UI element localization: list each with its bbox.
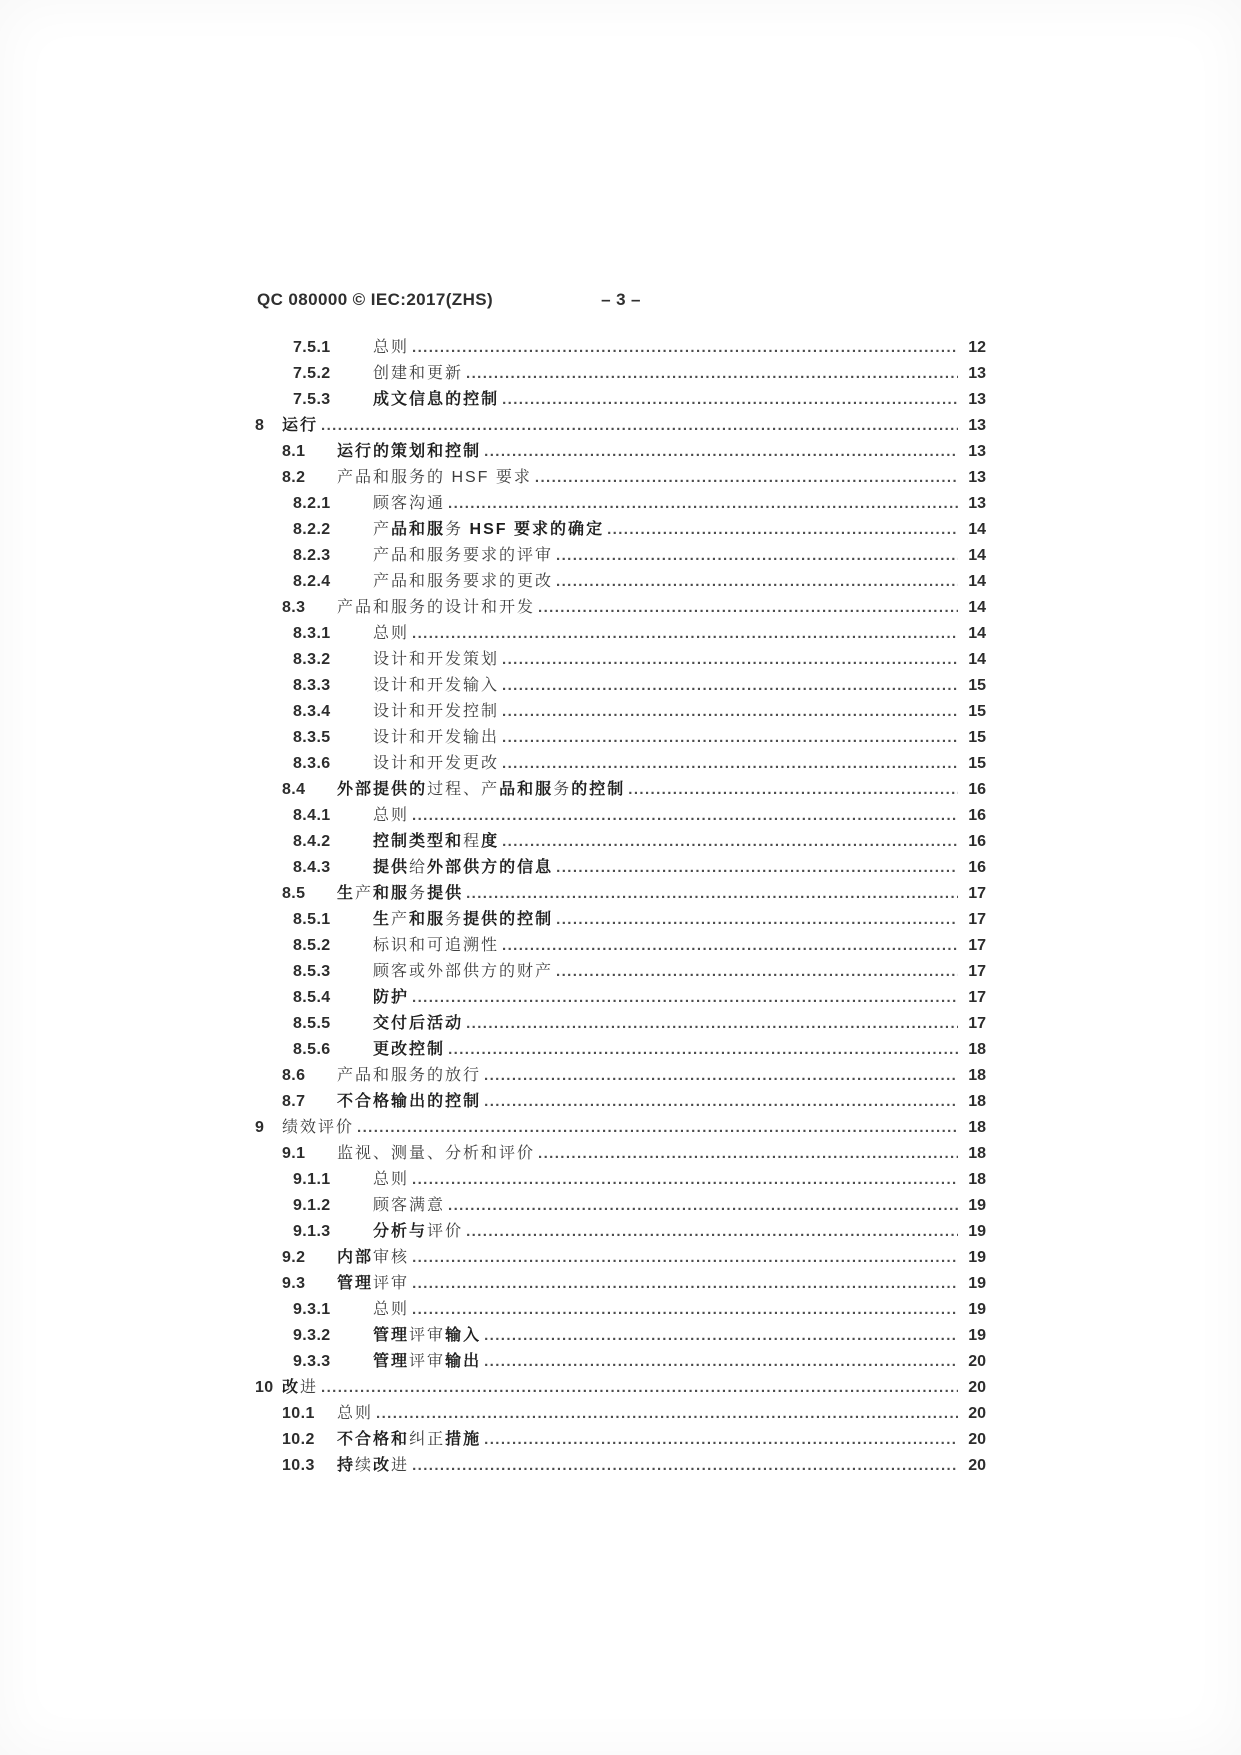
toc-entry-number: 8.3.6 <box>293 755 331 772</box>
toc-entry-page: 14 <box>968 599 986 616</box>
toc-entry-number: 9.3.2 <box>293 1327 331 1344</box>
toc-entry-number: 9.3 <box>282 1275 306 1292</box>
toc-entry <box>255 1063 986 1089</box>
toc-entry-page: 15 <box>968 755 986 772</box>
toc-entry-page: 20 <box>968 1405 986 1422</box>
toc-entry-number: 9.1 <box>282 1145 306 1162</box>
dot-leader <box>502 673 958 699</box>
toc-entry-title: 标识和可追溯性 <box>373 937 500 954</box>
dot-leader <box>412 621 958 647</box>
toc-entry-number: 8.4.1 <box>293 807 331 824</box>
dot-leader <box>357 1115 958 1141</box>
toc-entry-page: 13 <box>968 495 986 512</box>
toc-entry-page: 15 <box>968 703 986 720</box>
toc-entry-number: 8.5 <box>282 885 306 902</box>
toc-entry-number: 10 <box>255 1379 274 1396</box>
toc-entry-number: 8.3 <box>282 599 306 616</box>
dot-leader <box>502 647 958 673</box>
toc-entry-number: 8.5.5 <box>293 1015 331 1032</box>
toc-entry-title: 产品和服务的设计和开发 <box>337 599 536 616</box>
toc-entry-title: 设计和开发更改 <box>373 755 500 772</box>
toc-entry-page: 16 <box>968 859 986 876</box>
toc-entry-page: 19 <box>968 1197 986 1214</box>
toc-entry-page: 13 <box>968 391 986 408</box>
toc-entry-page: 14 <box>968 625 986 642</box>
toc-entry-number: 8.5.4 <box>293 989 331 1006</box>
toc-entry <box>255 1297 986 1323</box>
toc-entry-page: 18 <box>968 1067 986 1084</box>
toc-entry <box>255 569 986 595</box>
toc-entry-page: 20 <box>968 1457 986 1474</box>
dot-leader <box>484 1323 958 1349</box>
toc-entry <box>255 1401 986 1427</box>
toc-entry-number: 8.4.2 <box>293 833 331 850</box>
dot-leader <box>502 387 958 413</box>
toc-entry-number: 8.2 <box>282 469 306 486</box>
toc-entry-title: 顾客沟通 <box>373 495 446 512</box>
toc-entry-number: 7.5.2 <box>293 365 331 382</box>
toc-entry-title: 产品和服务 HSF 要求的确定 <box>373 521 605 538</box>
toc-entry <box>255 517 986 543</box>
dot-leader <box>484 1089 958 1115</box>
toc-entry-number: 7.5.1 <box>293 339 331 356</box>
toc-entry <box>255 855 986 881</box>
toc-entry-title: 更改控制 <box>373 1041 446 1058</box>
dot-leader <box>321 413 958 439</box>
toc-entry-title: 分析与评价 <box>373 1223 464 1240</box>
toc-entry-number: 8.6 <box>282 1067 306 1084</box>
toc-entry <box>255 725 986 751</box>
toc-entry-title: 总则 <box>373 625 410 642</box>
toc-entry-title: 交付后活动 <box>373 1015 464 1032</box>
toc-entry-title: 外部提供的过程、产品和服务的控制 <box>337 781 626 798</box>
dot-leader <box>448 1037 958 1063</box>
toc-entry-page: 14 <box>968 547 986 564</box>
toc-entry-page: 13 <box>968 417 986 434</box>
toc-entry-title: 总则 <box>373 807 410 824</box>
toc-entry-page: 19 <box>968 1275 986 1292</box>
toc-entry-title: 顾客满意 <box>373 1197 446 1214</box>
toc-entry-page: 13 <box>968 443 986 460</box>
dot-leader <box>556 569 958 595</box>
toc-entry-number: 9.2 <box>282 1249 306 1266</box>
dot-leader <box>466 881 958 907</box>
toc-entry-title: 持续改进 <box>337 1457 410 1474</box>
toc-entry <box>255 881 986 907</box>
toc-entry-page: 16 <box>968 781 986 798</box>
toc-entry-number: 8.2.1 <box>293 495 331 512</box>
toc-entry-title: 管理评审 <box>337 1275 410 1292</box>
toc-entry-number: 8.5.6 <box>293 1041 331 1058</box>
toc-entry-number: 8.1 <box>282 443 306 460</box>
toc-entry <box>255 1167 986 1193</box>
toc-entry-number: 8.2.3 <box>293 547 331 564</box>
toc-entry-title: 生产和服务提供的控制 <box>373 911 554 928</box>
toc-entry-page: 19 <box>968 1249 986 1266</box>
toc-entry-number: 9.1.3 <box>293 1223 331 1240</box>
toc-entry <box>255 1011 986 1037</box>
toc-entry-title: 监视、测量、分析和评价 <box>337 1145 536 1162</box>
toc-entry <box>255 413 986 439</box>
toc-entry-number: 8.4.3 <box>293 859 331 876</box>
toc-entry-page: 15 <box>968 729 986 746</box>
toc-entry <box>255 465 986 491</box>
toc-entry-number: 8.3.1 <box>293 625 331 642</box>
toc-entry <box>255 1323 986 1349</box>
toc-entry-title: 设计和开发输出 <box>373 729 500 746</box>
toc-entry <box>255 439 986 465</box>
toc-entry <box>255 959 986 985</box>
dot-leader <box>448 491 958 517</box>
toc-entry-number: 8.2.2 <box>293 521 331 538</box>
document-id: QC 080000 © IEC:2017(ZHS) <box>257 290 494 309</box>
toc-entry-number: 8.5.3 <box>293 963 331 980</box>
page-number-marker: – 3 – <box>601 290 641 309</box>
dot-leader <box>556 959 958 985</box>
dot-leader <box>628 777 958 803</box>
toc-entry <box>255 907 986 933</box>
toc-entry-page: 17 <box>968 1015 986 1032</box>
toc-entry-page: 16 <box>968 807 986 824</box>
toc-entry-number: 8.5.2 <box>293 937 331 954</box>
toc-entry <box>255 1375 986 1401</box>
toc-entry <box>255 1453 986 1479</box>
toc-entry-title: 顾客或外部供方的财产 <box>373 963 554 980</box>
toc-entry <box>255 621 986 647</box>
toc-entry-page: 15 <box>968 677 986 694</box>
toc-entry-number: 9.1.1 <box>293 1171 331 1188</box>
toc-entry-title: 总则 <box>337 1405 374 1422</box>
toc-entry-title: 绩效评价 <box>282 1119 355 1136</box>
toc-entry-number: 9.3.3 <box>293 1353 331 1370</box>
toc-entry-title: 产品和服务要求的更改 <box>373 573 554 590</box>
toc-entry-number: 8.7 <box>282 1093 306 1110</box>
toc-entry <box>255 933 986 959</box>
toc-entry-page: 12 <box>968 339 986 356</box>
dot-leader <box>466 1219 958 1245</box>
toc-entry <box>255 751 986 777</box>
dot-leader <box>376 1401 958 1427</box>
toc-entry-title: 设计和开发输入 <box>373 677 500 694</box>
toc-entry-title: 总则 <box>373 1301 410 1318</box>
toc-entry-title: 设计和开发控制 <box>373 703 500 720</box>
toc-entry <box>255 1219 986 1245</box>
toc-entry <box>255 803 986 829</box>
toc-entry-page: 18 <box>968 1171 986 1188</box>
toc-entry <box>255 1037 986 1063</box>
toc-entry-title: 创建和更新 <box>373 365 464 382</box>
toc-entry <box>255 777 986 803</box>
toc-entry-title: 产品和服务要求的评审 <box>373 547 554 564</box>
toc-entry-page: 19 <box>968 1327 986 1344</box>
page-header <box>257 290 985 312</box>
dot-leader <box>412 1297 958 1323</box>
toc-entry-number: 10.2 <box>282 1431 315 1448</box>
toc-entry-title: 产品和服务的 HSF 要求 <box>337 469 532 486</box>
toc-entry-title: 防护 <box>373 989 410 1006</box>
toc-entry-page: 20 <box>968 1379 986 1396</box>
dot-leader <box>321 1375 958 1401</box>
toc-entry-page: 18 <box>968 1041 986 1058</box>
toc-entry <box>255 595 986 621</box>
toc-entry-title: 不合格和纠正措施 <box>337 1431 482 1448</box>
toc-entry-title: 管理评审输出 <box>373 1353 482 1370</box>
toc-entry-page: 16 <box>968 833 986 850</box>
dot-leader <box>412 1453 958 1479</box>
toc-entry-title: 控制类型和程度 <box>373 833 500 850</box>
toc-entry <box>255 1271 986 1297</box>
toc-entry-number: 8.2.4 <box>293 573 331 590</box>
dot-leader <box>412 1167 958 1193</box>
toc-entry-page: 17 <box>968 911 986 928</box>
toc-entry-number: 9.1.2 <box>293 1197 331 1214</box>
dot-leader <box>484 1427 958 1453</box>
toc-entry-title: 不合格输出的控制 <box>337 1093 482 1110</box>
toc-entry <box>255 1115 986 1141</box>
toc-entry-title: 运行 <box>282 417 319 434</box>
dot-leader <box>538 595 958 621</box>
toc-entry-title: 改进 <box>282 1379 319 1396</box>
toc-entry-title: 设计和开发策划 <box>373 651 500 668</box>
toc-entry-number: 8.4 <box>282 781 306 798</box>
toc-entry-number: 9.3.1 <box>293 1301 331 1318</box>
dot-leader <box>556 543 958 569</box>
toc-entry <box>255 1349 986 1375</box>
toc-entry-page: 17 <box>968 989 986 1006</box>
toc-entry-title: 生产和服务提供 <box>337 885 464 902</box>
toc-entry-title: 总则 <box>373 339 410 356</box>
toc-entry <box>255 1193 986 1219</box>
toc-entry-number: 10.3 <box>282 1457 315 1474</box>
dot-leader <box>484 1349 958 1375</box>
toc-entry-page: 17 <box>968 963 986 980</box>
dot-leader <box>535 465 958 491</box>
dot-leader <box>502 933 958 959</box>
dot-leader <box>502 699 958 725</box>
toc-entry <box>255 647 986 673</box>
toc-entry <box>255 361 986 387</box>
dot-leader <box>412 1271 958 1297</box>
toc-entry-title: 产品和服务的放行 <box>337 1067 482 1084</box>
toc-entry-number: 10.1 <box>282 1405 315 1422</box>
toc-entry-page: 13 <box>968 469 986 486</box>
dot-leader <box>556 907 958 933</box>
toc-entry-title: 总则 <box>373 1171 410 1188</box>
toc-entry <box>255 829 986 855</box>
toc-entry-page: 17 <box>968 885 986 902</box>
toc-entry-number: 9 <box>255 1119 265 1136</box>
table-of-contents <box>255 335 986 1479</box>
dot-leader <box>412 803 958 829</box>
dot-leader <box>607 517 958 543</box>
toc-entry-page: 13 <box>968 365 986 382</box>
toc-entry-page: 18 <box>968 1145 986 1162</box>
toc-entry <box>255 1089 986 1115</box>
dot-leader <box>412 985 958 1011</box>
toc-entry-page: 20 <box>968 1353 986 1370</box>
dot-leader <box>484 439 958 465</box>
toc-entry-number: 8.5.1 <box>293 911 331 928</box>
toc-entry-title: 管理评审输入 <box>373 1327 482 1344</box>
toc-entry <box>255 985 986 1011</box>
toc-entry <box>255 673 986 699</box>
dot-leader <box>412 335 958 361</box>
dot-leader <box>412 1245 958 1271</box>
toc-entry <box>255 543 986 569</box>
toc-entry-title: 运行的策划和控制 <box>337 443 482 460</box>
toc-entry-number: 8.3.4 <box>293 703 331 720</box>
toc-entry-title: 成文信息的控制 <box>373 391 500 408</box>
toc-entry <box>255 699 986 725</box>
toc-entry <box>255 1427 986 1453</box>
dot-leader <box>466 1011 958 1037</box>
toc-entry-page: 14 <box>968 651 986 668</box>
toc-entry-page: 18 <box>968 1119 986 1136</box>
toc-entry-number: 8.3.2 <box>293 651 331 668</box>
toc-entry-number: 8.3.5 <box>293 729 331 746</box>
dot-leader <box>502 751 958 777</box>
toc-entry-number: 8.3.3 <box>293 677 331 694</box>
dot-leader <box>556 855 958 881</box>
toc-entry-title: 内部审核 <box>337 1249 410 1266</box>
dot-leader <box>502 725 958 751</box>
dot-leader <box>466 361 958 387</box>
toc-entry <box>255 1141 986 1167</box>
dot-leader <box>538 1141 958 1167</box>
toc-entry-page: 14 <box>968 573 986 590</box>
toc-entry-page: 20 <box>968 1431 986 1448</box>
toc-entry-page: 19 <box>968 1301 986 1318</box>
toc-entry <box>255 1245 986 1271</box>
toc-entry <box>255 335 986 361</box>
toc-entry-page: 14 <box>968 521 986 538</box>
toc-entry-page: 18 <box>968 1093 986 1110</box>
toc-entry-title: 提供给外部供方的信息 <box>373 859 554 876</box>
toc-entry-number: 7.5.3 <box>293 391 331 408</box>
toc-entry-page: 19 <box>968 1223 986 1240</box>
toc-entry-page: 17 <box>968 937 986 954</box>
dot-leader <box>502 829 958 855</box>
toc-entry <box>255 491 986 517</box>
dot-leader <box>448 1193 958 1219</box>
toc-entry <box>255 387 986 413</box>
dot-leader <box>484 1063 958 1089</box>
toc-entry-number: 8 <box>255 417 265 434</box>
